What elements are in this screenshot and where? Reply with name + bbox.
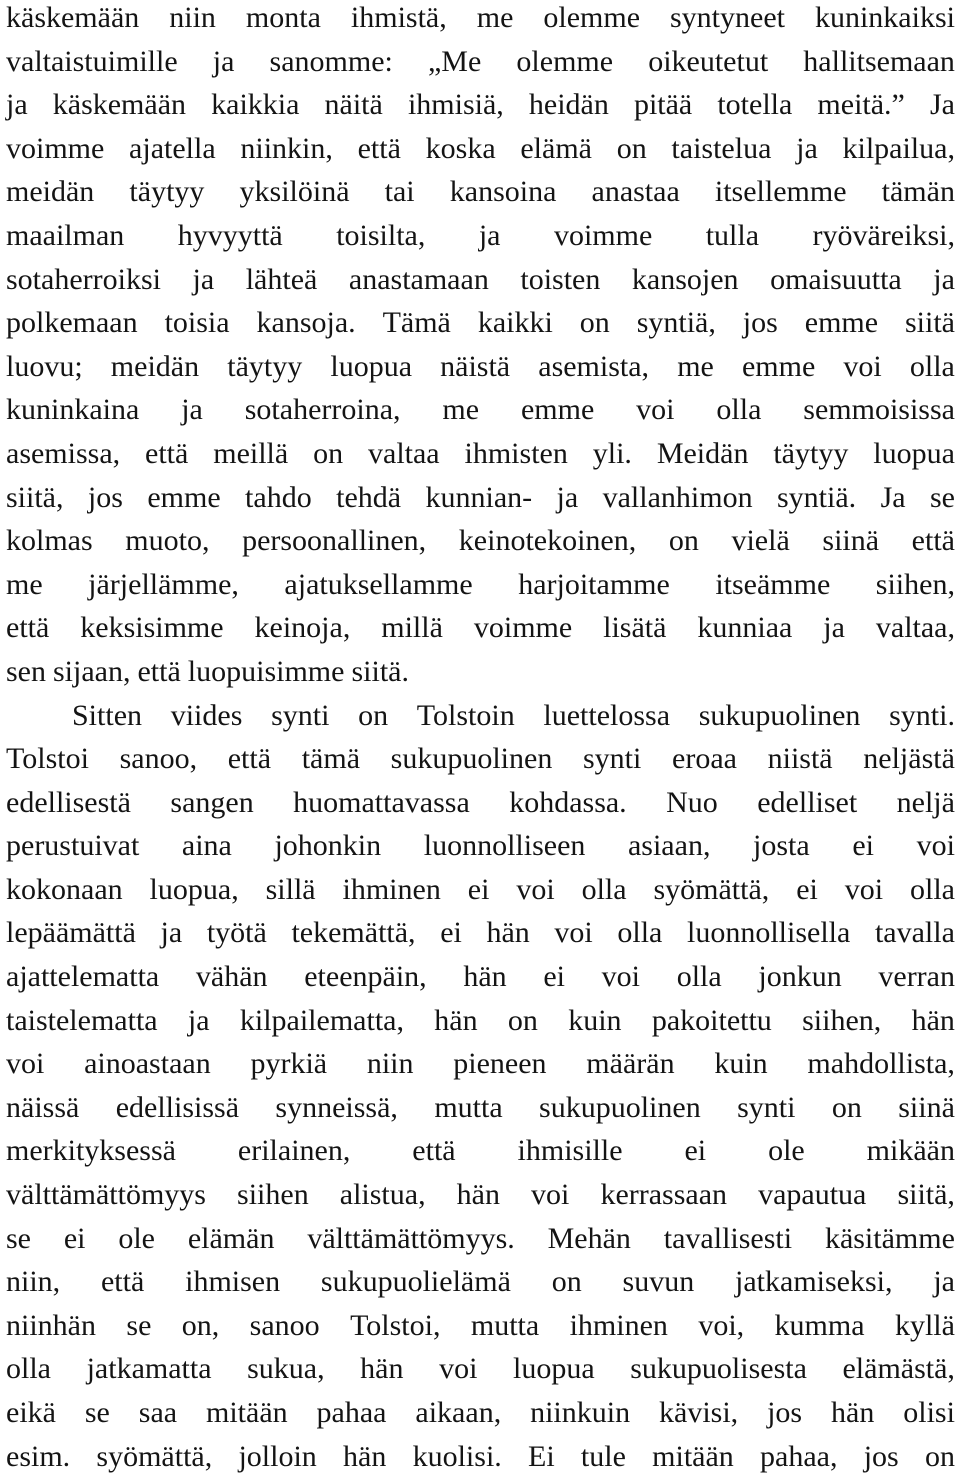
text-line: ja käskemään kaikkia näitä ihmisiä, heidän pitää totella meitä.” Ja [6, 88, 955, 122]
text-line: näissä edellisissä synneissä, mutta sukupuolinen synti on siinä [6, 1090, 955, 1124]
text-line: sen sijaan, että luopuisimme siitä. [6, 654, 409, 688]
text-line: voi ainoastaan pyrkiä niin pieneen määrän kuin mahdollista, [6, 1047, 955, 1081]
text-line: maailman hyvyyttä toisilta, ja voimme tulla ryöväreiksi, [6, 218, 955, 252]
text-line: voimme ajatella niinkin, että koska elämä on taistelua ja kilpailua, [6, 131, 955, 165]
text-line: asemissa, että meillä on valtaa ihmisten yli. Meidän täytyy luopua [6, 436, 955, 470]
text-line: merkityksessä erilainen, että ihmisille ei ole mikään [6, 1134, 955, 1168]
text-line: niin, että ihmisen sukupuolielämä on suvun jatkamiseksi, ja [6, 1265, 955, 1299]
text-line: käskemään niin monta ihmistä, me olemme syntyneet kuninkaiksi [6, 1, 955, 34]
text-body [6, 0, 955, 1478]
text-line: että keksisimme keinoja, millä voimme lisätä kunniaa ja valtaa, [6, 611, 955, 645]
text-line: lepäämättä ja työtä tekemättä, ei hän voi olla luonnollisella tavalla [6, 916, 955, 950]
text-line: sotaherroiksi ja lähteä anastamaan toisten kansojen omaisuutta ja [6, 262, 955, 296]
text-line: luovu; meidän täytyy luopua näistä asemista, me emme voi olla [6, 349, 955, 383]
text-line: kuninkaina ja sotaherroina, me emme voi olla semmoisissa [6, 393, 955, 427]
text-line: niinhän se on, sanoo Tolstoi, mutta ihminen voi, kumma kyllä [6, 1308, 955, 1342]
text-line: taistelematta ja kilpailematta, hän on kuin pakoitettu siihen, hän [6, 1003, 955, 1037]
text-line: perustuivat aina johonkin luonnolliseen asiaan, josta ei voi [6, 829, 955, 863]
text-line: valtaistuimille ja sanomme: „Me olemme oikeutetut hallitsemaan [6, 44, 955, 78]
text-line: Sitten viides synti on Tolstoin luettelossa sukupuolinen synti. [72, 698, 955, 732]
text-line: polkemaan toisia kansoja. Tämä kaikki on syntiä, jos emme siitä [6, 306, 955, 340]
text-line: me järjellämme, ajatuksellamme harjoitamme itseämme siihen, [6, 567, 955, 601]
text-line: siitä, jos emme tahdo tehdä kunnian- ja vallanhimon syntiä. Ja se [6, 480, 955, 514]
text-line: edellisestä sangen huomattavassa kohdassa. Nuo edelliset neljä [6, 785, 955, 819]
text-line: esim. syömättä, jolloin hän kuolisi. Ei tule mitään pahaa, jos on [6, 1439, 955, 1473]
text-line: se ei ole elämän välttämättömyys. Mehän tavallisesti käsitämme [6, 1221, 955, 1255]
text-line: ajattelematta vähän eteenpäin, hän ei voi olla jonkun verran [6, 960, 955, 994]
text-line: kokonaan luopua, sillä ihminen ei voi olla syömättä, ei voi olla [6, 872, 955, 906]
text-line: olla jatkamatta sukua, hän voi luopua sukupuolisesta elämästä, [6, 1352, 955, 1386]
text-line: meidän täytyy yksilöinä tai kansoina anastaa itsellemme tämän [6, 175, 955, 209]
text-line: kolmas muoto, persoonallinen, keinotekoinen, on vielä siinä että [6, 524, 955, 558]
text-line: eikä se saa mitään pahaa aikaan, niinkuin kävisi, jos hän olisi [6, 1396, 955, 1429]
text-line: välttämättömyys siihen alistua, hän voi kerrassaan vapautua siitä, [6, 1178, 955, 1212]
text-line: Tolstoi sanoo, että tämä sukupuolinen synti eroaa niistä neljästä [6, 742, 955, 776]
